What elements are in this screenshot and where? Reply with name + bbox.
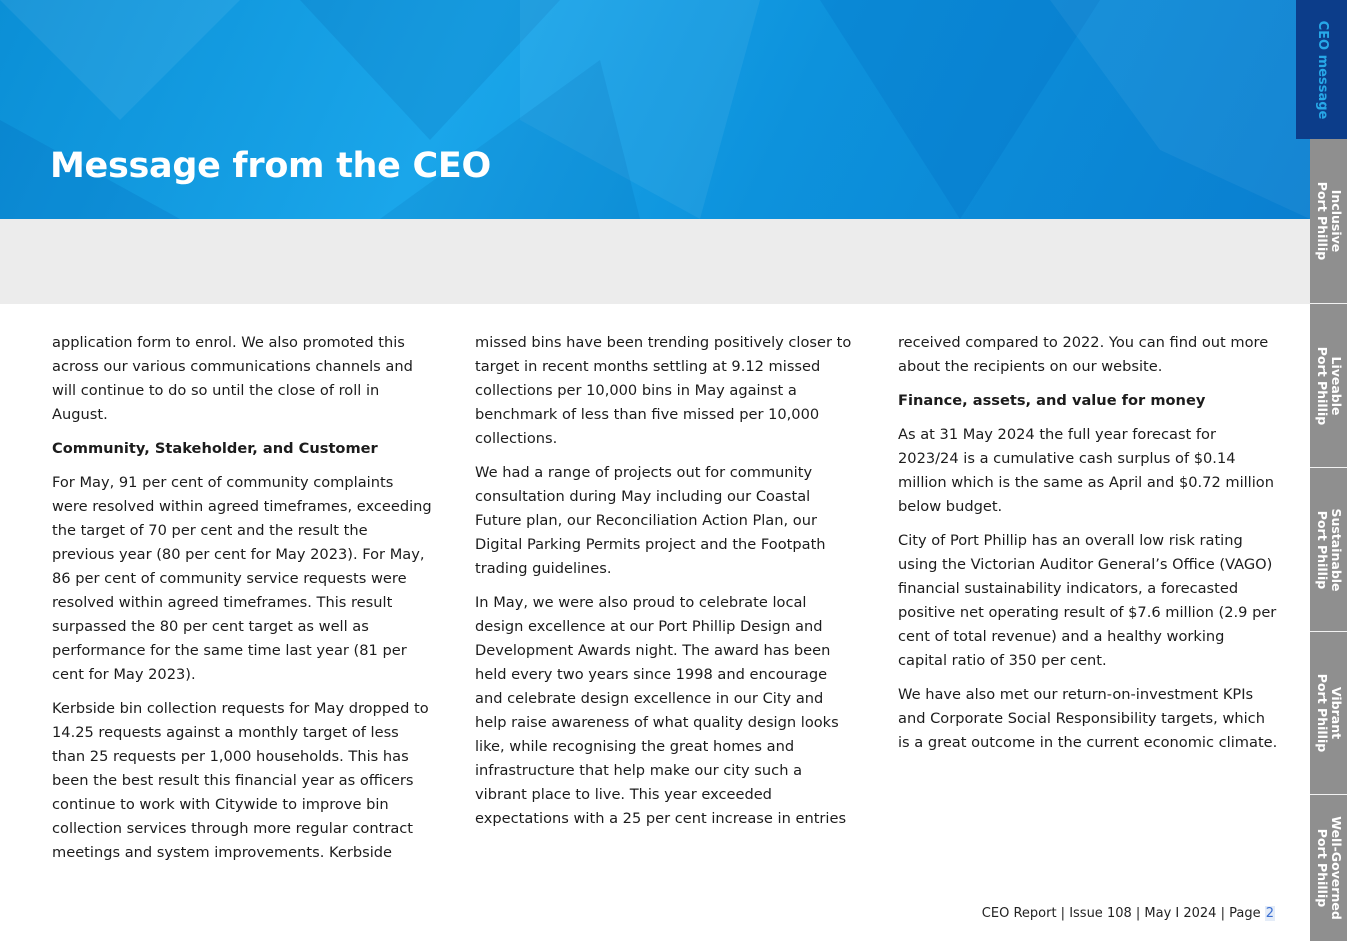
page-number: 2 — [1265, 906, 1274, 921]
paragraph: application form to enrol. We also promoted this across our various communications channels and will continue to do so until the close of roll in August. — [52, 334, 413, 423]
paragraph: City of Port Phillip has an overall low risk rating using the Victorian Auditor General’s Office (VAGO) financial sustainability indicators, a forecasted positive net operating result of $7.6 million (2.9 per cent of total revenue) and a healthy working capital ratio of 350 per cent. — [898, 532, 1277, 669]
header-banner — [0, 0, 1310, 219]
section-heading: Community, Stakeholder, and Customer — [52, 440, 378, 457]
paragraph: Kerbside bin collection requests for May dropped to 14.25 requests against a monthly target of less than 25 requests per 1,000 households. This has been the best result this financial year as officers continue to work with Citywide to improve bin collection services through more regular contract meetings and system improvements. Kerbside — [52, 700, 429, 861]
section-heading: Finance, assets, and value for money — [898, 392, 1206, 409]
paragraph: We had a range of projects out for community consultation during May including our Coastal Future plan, our Reconciliation Action Plan, our Digital Parking Permits project and the Footpath trading guidelines. — [475, 464, 826, 577]
banner-pattern — [0, 0, 1310, 219]
tab-well-governed-port-phillip[interactable] — [1310, 795, 1347, 941]
page-footer — [982, 906, 1275, 921]
tab-label: Sustainable Port Phillip — [1314, 507, 1344, 592]
section-tab-bar — [1296, 0, 1347, 941]
tab-label: Vibrant Port Phillip — [1314, 673, 1344, 753]
paragraph: We have also met our return-on-investment KPIs and Corporate Social Responsibility targets, which is a great outcome in the current economic climate. — [898, 686, 1278, 751]
paragraph: received compared to 2022. You can find out more about the recipients on our website. — [898, 334, 1269, 375]
tab-vibrant-port-phillip[interactable] — [1310, 632, 1347, 795]
paragraph: As at 31 May 2024 the full year forecast for 2023/24 is a cumulative cash surplus of $0.14 million which is the same as April and $0.72 million below budget. — [898, 426, 1274, 515]
footer-text: CEO Report | Issue 108 | May I 2024 | Page — [981, 906, 1265, 921]
tab-label: CEO message — [1314, 20, 1330, 119]
text-column-2 — [475, 331, 855, 841]
tab-label: Liveable Port Phillip — [1314, 346, 1344, 425]
header-grey-band — [0, 219, 1310, 304]
tab-sustainable-port-phillip[interactable] — [1310, 468, 1347, 632]
paragraph: missed bins have been trending positively closer to target in recent months settling at 9.12 missed collections per 10,000 bins in May against a benchmark of less than five missed per 10,000 collections. — [475, 334, 852, 447]
tab-label: Well-Governed Port Phillip — [1314, 816, 1344, 920]
page-title: Message from the CEO — [50, 146, 491, 186]
text-column-3 — [898, 331, 1278, 765]
tab-liveable-port-phillip[interactable] — [1310, 304, 1347, 468]
paragraph: In May, we were also proud to celebrate local design excellence at our Port Phillip Design and Development Awards night. The award has been held every two years since 1998 and encourage and celebrate design excellence in our City and help raise awareness of what quality design looks like, while recognising the great homes and infrastructure that help make our city such a vibrant place to live. This year exceeded expectations with a 25 per cent increase in entries — [475, 594, 847, 827]
tab-label: Inclusive Port Phillip — [1314, 181, 1344, 261]
tab-inclusive-port-phillip[interactable] — [1310, 139, 1347, 304]
text-column-1 — [52, 331, 432, 875]
paragraph: For May, 91 per cent of community complaints were resolved within agreed timeframes, exceeding the target of 70 per cent and the result the previous year (80 per cent for May 2023). For May, 86 per cent of community service requests were resolved within agreed timeframes. This result surpassed the 80 per cent target as well as performance for the same time last year (81 per cent for May 2023). — [52, 474, 432, 683]
tab-ceo-message[interactable] — [1296, 0, 1347, 139]
